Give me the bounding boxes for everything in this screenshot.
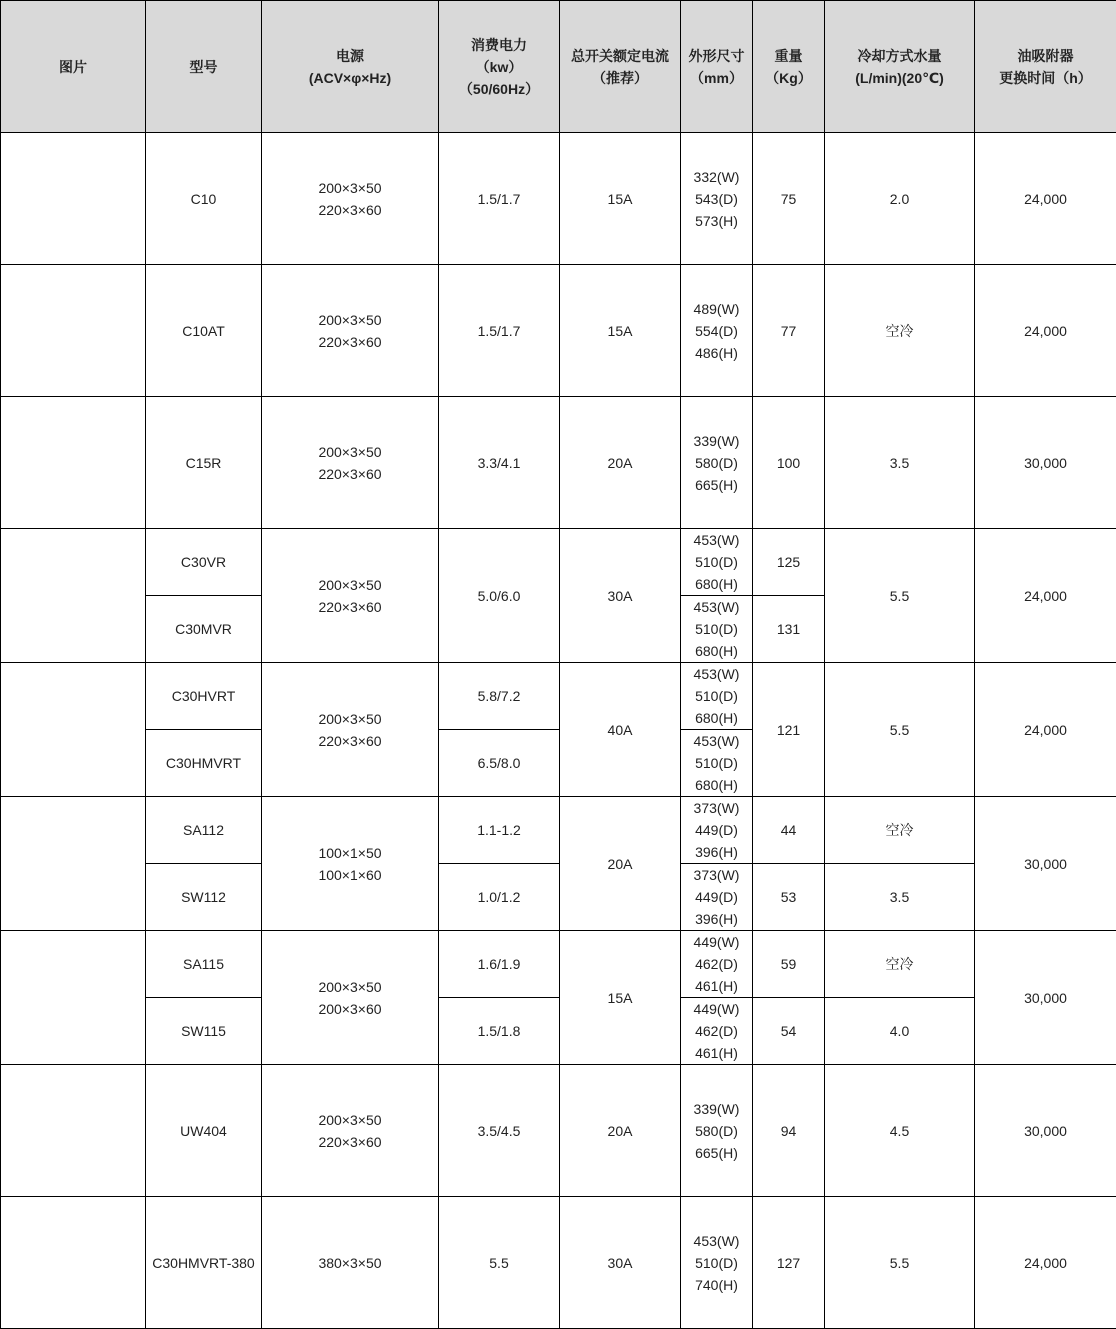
table-row — [1, 265, 1116, 397]
breaker-cell: 15A — [560, 133, 681, 265]
header-weight: 重量 （Kg） — [753, 1, 825, 133]
power-cell: 200×3×50 220×3×60 — [262, 265, 439, 397]
weight-cell: 54 — [753, 998, 825, 1065]
model-cell: C10AT — [146, 265, 262, 397]
power-cell: 200×3×50 220×3×60 — [262, 133, 439, 265]
size-cell: 339(W) 580(D) 665(H) — [681, 1065, 753, 1197]
cooling-cell: 3.5 — [825, 397, 975, 529]
header-model: 型号 — [146, 1, 262, 133]
cooling-cell: 空冷 — [825, 797, 975, 864]
power-cell: 200×3×50 200×3×60 — [262, 931, 439, 1065]
power-cell: 380×3×50 — [262, 1197, 439, 1329]
size-cell: 453(W) 510(D) 680(H) — [681, 663, 753, 730]
filter-cell: 24,000 — [975, 265, 1116, 397]
cooling-cell: 空冷 — [825, 931, 975, 998]
power-cell: 200×3×50 220×3×60 — [262, 529, 439, 663]
table-row — [1, 529, 1116, 596]
weight-cell: 44 — [753, 797, 825, 864]
weight-cell: 77 — [753, 265, 825, 397]
breaker-cell: 15A — [560, 265, 681, 397]
cooling-cell: 5.5 — [825, 529, 975, 663]
size-cell: 373(W) 449(D) 396(H) — [681, 797, 753, 864]
cooling-cell: 3.5 — [825, 864, 975, 931]
cooling-cell: 4.5 — [825, 1065, 975, 1197]
header-row — [1, 1, 1116, 133]
header-consumption: 消费电力 （kw） （50/60Hz） — [439, 1, 560, 133]
picture-cell — [1, 265, 146, 397]
size-cell: 453(W) 510(D) 740(H) — [681, 1197, 753, 1329]
filter-cell: 30,000 — [975, 1065, 1116, 1197]
header-filter: 油吸附器 更换时间（h） — [975, 1, 1116, 133]
consumption-cell: 3.3/4.1 — [439, 397, 560, 529]
consumption-cell: 5.0/6.0 — [439, 529, 560, 663]
filter-cell: 24,000 — [975, 1197, 1116, 1329]
weight-cell: 94 — [753, 1065, 825, 1197]
table-row — [1, 663, 1116, 730]
table-row — [1, 864, 1116, 931]
consumption-cell: 5.5 — [439, 1197, 560, 1329]
power-cell: 200×3×50 220×3×60 — [262, 1065, 439, 1197]
power-cell: 200×3×50 220×3×60 — [262, 663, 439, 797]
consumption-cell: 1.0/1.2 — [439, 864, 560, 931]
breaker-cell: 40A — [560, 663, 681, 797]
table-row — [1, 1197, 1116, 1329]
model-cell: C30MVR — [146, 596, 262, 663]
size-cell: 453(W) 510(D) 680(H) — [681, 529, 753, 596]
cooling-cell: 空冷 — [825, 265, 975, 397]
header-picture: 图片 — [1, 1, 146, 133]
model-cell: SW115 — [146, 998, 262, 1065]
size-cell: 449(W) 462(D) 461(H) — [681, 931, 753, 998]
filter-cell: 30,000 — [975, 797, 1116, 931]
model-cell: UW404 — [146, 1065, 262, 1197]
cooling-cell: 5.5 — [825, 663, 975, 797]
filter-cell: 24,000 — [975, 663, 1116, 797]
size-cell: 373(W) 449(D) 396(H) — [681, 864, 753, 931]
breaker-cell: 30A — [560, 1197, 681, 1329]
filter-cell: 30,000 — [975, 397, 1116, 529]
table-row — [1, 931, 1116, 998]
picture-cell — [1, 931, 146, 1065]
filter-cell: 24,000 — [975, 529, 1116, 663]
table-row — [1, 797, 1116, 864]
size-cell: 339(W) 580(D) 665(H) — [681, 397, 753, 529]
weight-cell: 127 — [753, 1197, 825, 1329]
size-cell: 332(W) 543(D) 573(H) — [681, 133, 753, 265]
consumption-cell: 1.5/1.7 — [439, 133, 560, 265]
picture-cell — [1, 797, 146, 931]
breaker-cell: 15A — [560, 931, 681, 1065]
model-cell: SA115 — [146, 931, 262, 998]
consumption-cell: 1.5/1.7 — [439, 265, 560, 397]
model-cell: C30HMVRT — [146, 730, 262, 797]
table-row — [1, 133, 1116, 265]
size-cell: 453(W) 510(D) 680(H) — [681, 596, 753, 663]
header-size: 外形尺寸 （mm） — [681, 1, 753, 133]
weight-cell: 75 — [753, 133, 825, 265]
size-cell: 449(W) 462(D) 461(H) — [681, 998, 753, 1065]
cooling-cell: 5.5 — [825, 1197, 975, 1329]
model-cell: C15R — [146, 397, 262, 529]
power-cell: 100×1×50 100×1×60 — [262, 797, 439, 931]
table-row — [1, 1065, 1116, 1197]
breaker-cell: 20A — [560, 397, 681, 529]
header-cooling: 冷却方式水量 (L/min)(20℃) — [825, 1, 975, 133]
model-cell: C10 — [146, 133, 262, 265]
consumption-cell: 5.8/7.2 — [439, 663, 560, 730]
model-cell: C30HVRT — [146, 663, 262, 730]
weight-cell: 100 — [753, 397, 825, 529]
weight-cell: 53 — [753, 864, 825, 931]
filter-cell: 24,000 — [975, 133, 1116, 265]
weight-cell: 131 — [753, 596, 825, 663]
weight-cell: 125 — [753, 529, 825, 596]
cooling-cell: 2.0 — [825, 133, 975, 265]
consumption-cell: 1.1-1.2 — [439, 797, 560, 864]
breaker-cell: 20A — [560, 1065, 681, 1197]
size-cell: 489(W) 554(D) 486(H) — [681, 265, 753, 397]
table-row — [1, 397, 1116, 529]
picture-cell — [1, 1065, 146, 1197]
model-cell: C30VR — [146, 529, 262, 596]
weight-cell: 59 — [753, 931, 825, 998]
model-cell: C30HMVRT-380 — [146, 1197, 262, 1329]
consumption-cell: 1.5/1.8 — [439, 998, 560, 1065]
model-cell: SW112 — [146, 864, 262, 931]
table-row — [1, 998, 1116, 1065]
picture-cell — [1, 663, 146, 797]
consumption-cell: 1.6/1.9 — [439, 931, 560, 998]
header-breaker: 总开关额定电流 （推荐） — [560, 1, 681, 133]
size-cell: 453(W) 510(D) 680(H) — [681, 730, 753, 797]
consumption-cell: 3.5/4.5 — [439, 1065, 560, 1197]
header-power: 电源 (ACV×φ×Hz) — [262, 1, 439, 133]
picture-cell — [1, 1197, 146, 1329]
consumption-cell: 6.5/8.0 — [439, 730, 560, 797]
breaker-cell: 20A — [560, 797, 681, 931]
model-cell: SA112 — [146, 797, 262, 864]
picture-cell — [1, 133, 146, 265]
cooling-cell: 4.0 — [825, 998, 975, 1065]
filter-cell: 30,000 — [975, 931, 1116, 1065]
power-cell: 200×3×50 220×3×60 — [262, 397, 439, 529]
breaker-cell: 30A — [560, 529, 681, 663]
weight-cell: 121 — [753, 663, 825, 797]
picture-cell — [1, 397, 146, 529]
picture-cell — [1, 529, 146, 663]
